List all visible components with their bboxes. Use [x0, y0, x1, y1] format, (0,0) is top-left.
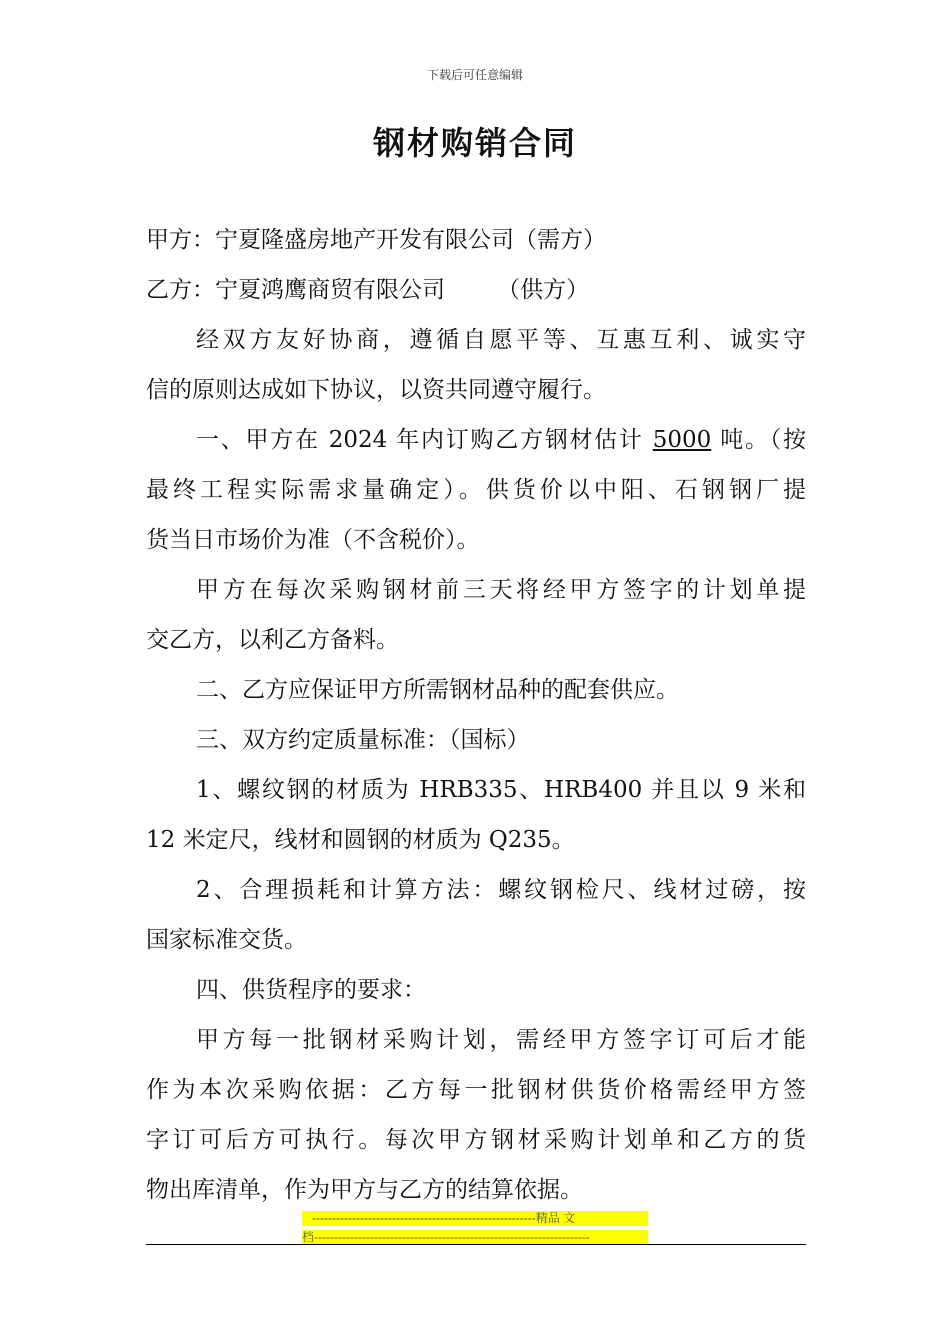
plan-line-1: 甲方在每次采购钢材前三天将经甲方签字的计划单提 [196, 577, 806, 603]
footer-row-1: --------------------------------------------------------精品 文 [302, 1211, 648, 1226]
clause-2-line: 二、乙方应保证甲方所需钢材品种的配套供应。 [196, 677, 679, 703]
clause-3-2-line-1: 2、合理损耗和计算方法：螺纹钢检尺、线材过磅，按 [196, 877, 806, 903]
document-title: 钢材购销合同 [372, 124, 577, 162]
clause-4-body-line-1: 甲方每一批钢材采购计划，需经甲方签字订可后才能 [196, 1027, 806, 1053]
clause-3-1-line-1: 1、螺纹钢的材质为 HRB335、HRB400 并且以 9 米和 [196, 777, 806, 803]
clause-4-body-line-2: 作为本次采购依据：乙方每一批钢材供货价格需经甲方签 [146, 1077, 806, 1103]
footer-row-2: 档--------------------------------------------------------------------- [302, 1230, 648, 1245]
order-quantity: 5000 [652, 427, 712, 453]
clause-4-body-line-3: 字订可后方可执行。每次甲方钢材采购计划单和乙方的货 [146, 1127, 806, 1153]
contract-body [146, 215, 806, 1215]
clause-1-line-2: 最终工程实际需求量确定）。供货价以中阳、石钢钢厂提 [146, 477, 806, 503]
party-b-role: （供方） [497, 277, 589, 303]
intro-line-2: 信的原则达成如下协议，以资共同遵守履行。 [146, 377, 606, 403]
plan-line-2: 交乙方，以利乙方备料。 [146, 627, 399, 653]
party-b-name: 乙方：宁夏鸿鹰商贸有限公司 [146, 277, 445, 303]
clause-3-2-line-2: 国家标准交货。 [146, 927, 307, 953]
footer-divider [146, 1244, 806, 1245]
intro-line-1: 经双方友好协商，遵循自愿平等、互惠互利、诚实守 [196, 327, 806, 353]
clause-3-1-line-2: 12 米定尺，线材和圆钢的材质为 Q235。 [146, 827, 575, 853]
clause-4-body-line-4: 物出库清单，作为甲方与乙方的结算依据。 [146, 1177, 583, 1203]
party-b-line [146, 265, 806, 315]
clause-1-text-post: 吨。（按 [711, 427, 806, 453]
clause-1-line-1 [146, 415, 806, 465]
clause-1-text-pre: 一、甲方在 2024 年内订购乙方钢材估计 [196, 427, 653, 453]
clause-4-line: 四、供货程序的要求： [196, 977, 426, 1003]
clause-3-line: 三、双方约定质量标准：（国标） [196, 727, 530, 753]
header-note: 下载后可任意编辑 [426, 68, 523, 82]
clause-1-line-3: 货当日市场价为准（不含税价）。 [146, 527, 480, 553]
party-a-line: 甲方：宁夏隆盛房地产开发有限公司（需方） [146, 227, 606, 253]
